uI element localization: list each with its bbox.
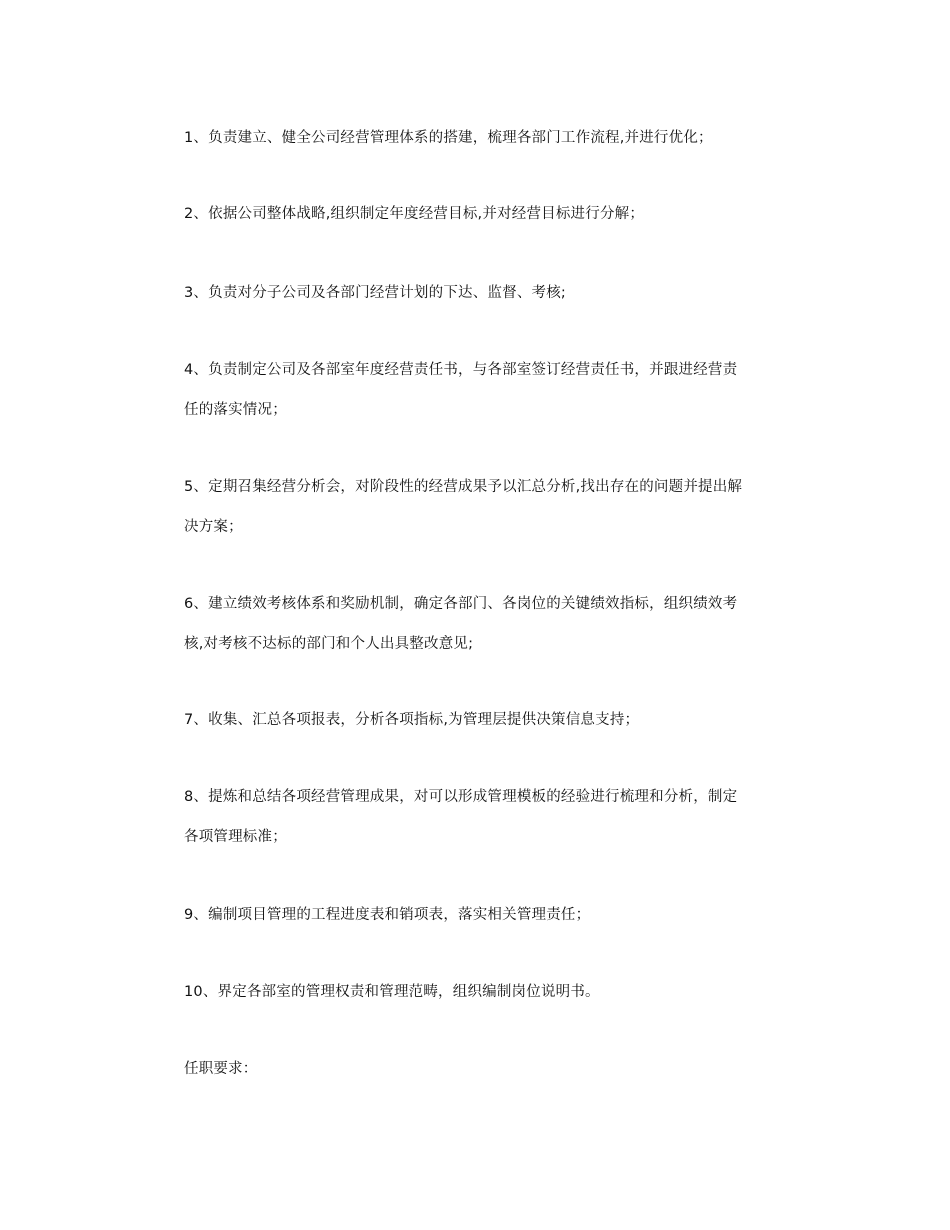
- duty-item-1: 1、负责建立、健全公司经营管理体系的搭建，梳理各部门工作流程,并进行优化；: [184, 130, 713, 146]
- duty-item-2: 2、依据公司整体战略,组织制定年度经营目标,并对经营目标进行分解；: [184, 206, 645, 222]
- duty-item-8-line-1: 8、提炼和总结各项经营管理成果，对可以形成管理模板的经验进行梳理和分析，制定: [184, 789, 738, 805]
- duty-item-4-line-2: 任的落实情况；: [184, 402, 287, 418]
- duty-item-6-line-2: 核,对考核不达标的部门和个人出具整改意见;: [184, 636, 474, 652]
- duty-item-3: 3、负责对分子公司及各部门经营计划的下达、监督、考核;: [184, 285, 567, 301]
- duty-item-4-line-1: 4、负责制定公司及各部室年度经营责任书，与各部室签订经营责任书，并跟进经营责: [184, 362, 738, 378]
- duty-item-9: 9、编制项目管理的工程进度表和销项表，落实相关管理责任；: [184, 907, 591, 923]
- duty-item-6-line-1: 6、建立绩效考核体系和奖励机制，确定各部门、各岗位的关键绩效指标，组织绩效考: [184, 596, 738, 612]
- duty-item-5-line-2: 决方案；: [184, 519, 243, 535]
- requirements-heading: 任职要求：: [184, 1061, 258, 1077]
- duty-item-7: 7、收集、汇总各项报表，分析各项指标,为管理层提供决策信息支持；: [184, 712, 640, 728]
- duty-item-10: 10、界定各部室的管理权责和管理范畴，组织编制岗位说明书。: [184, 984, 600, 1000]
- duty-item-5-line-1: 5、定期召集经营分析会，对阶段性的经营成果予以汇总分析,找出存在的问题并提出解: [184, 479, 743, 495]
- duty-item-8-line-2: 各项管理标准；: [184, 829, 287, 845]
